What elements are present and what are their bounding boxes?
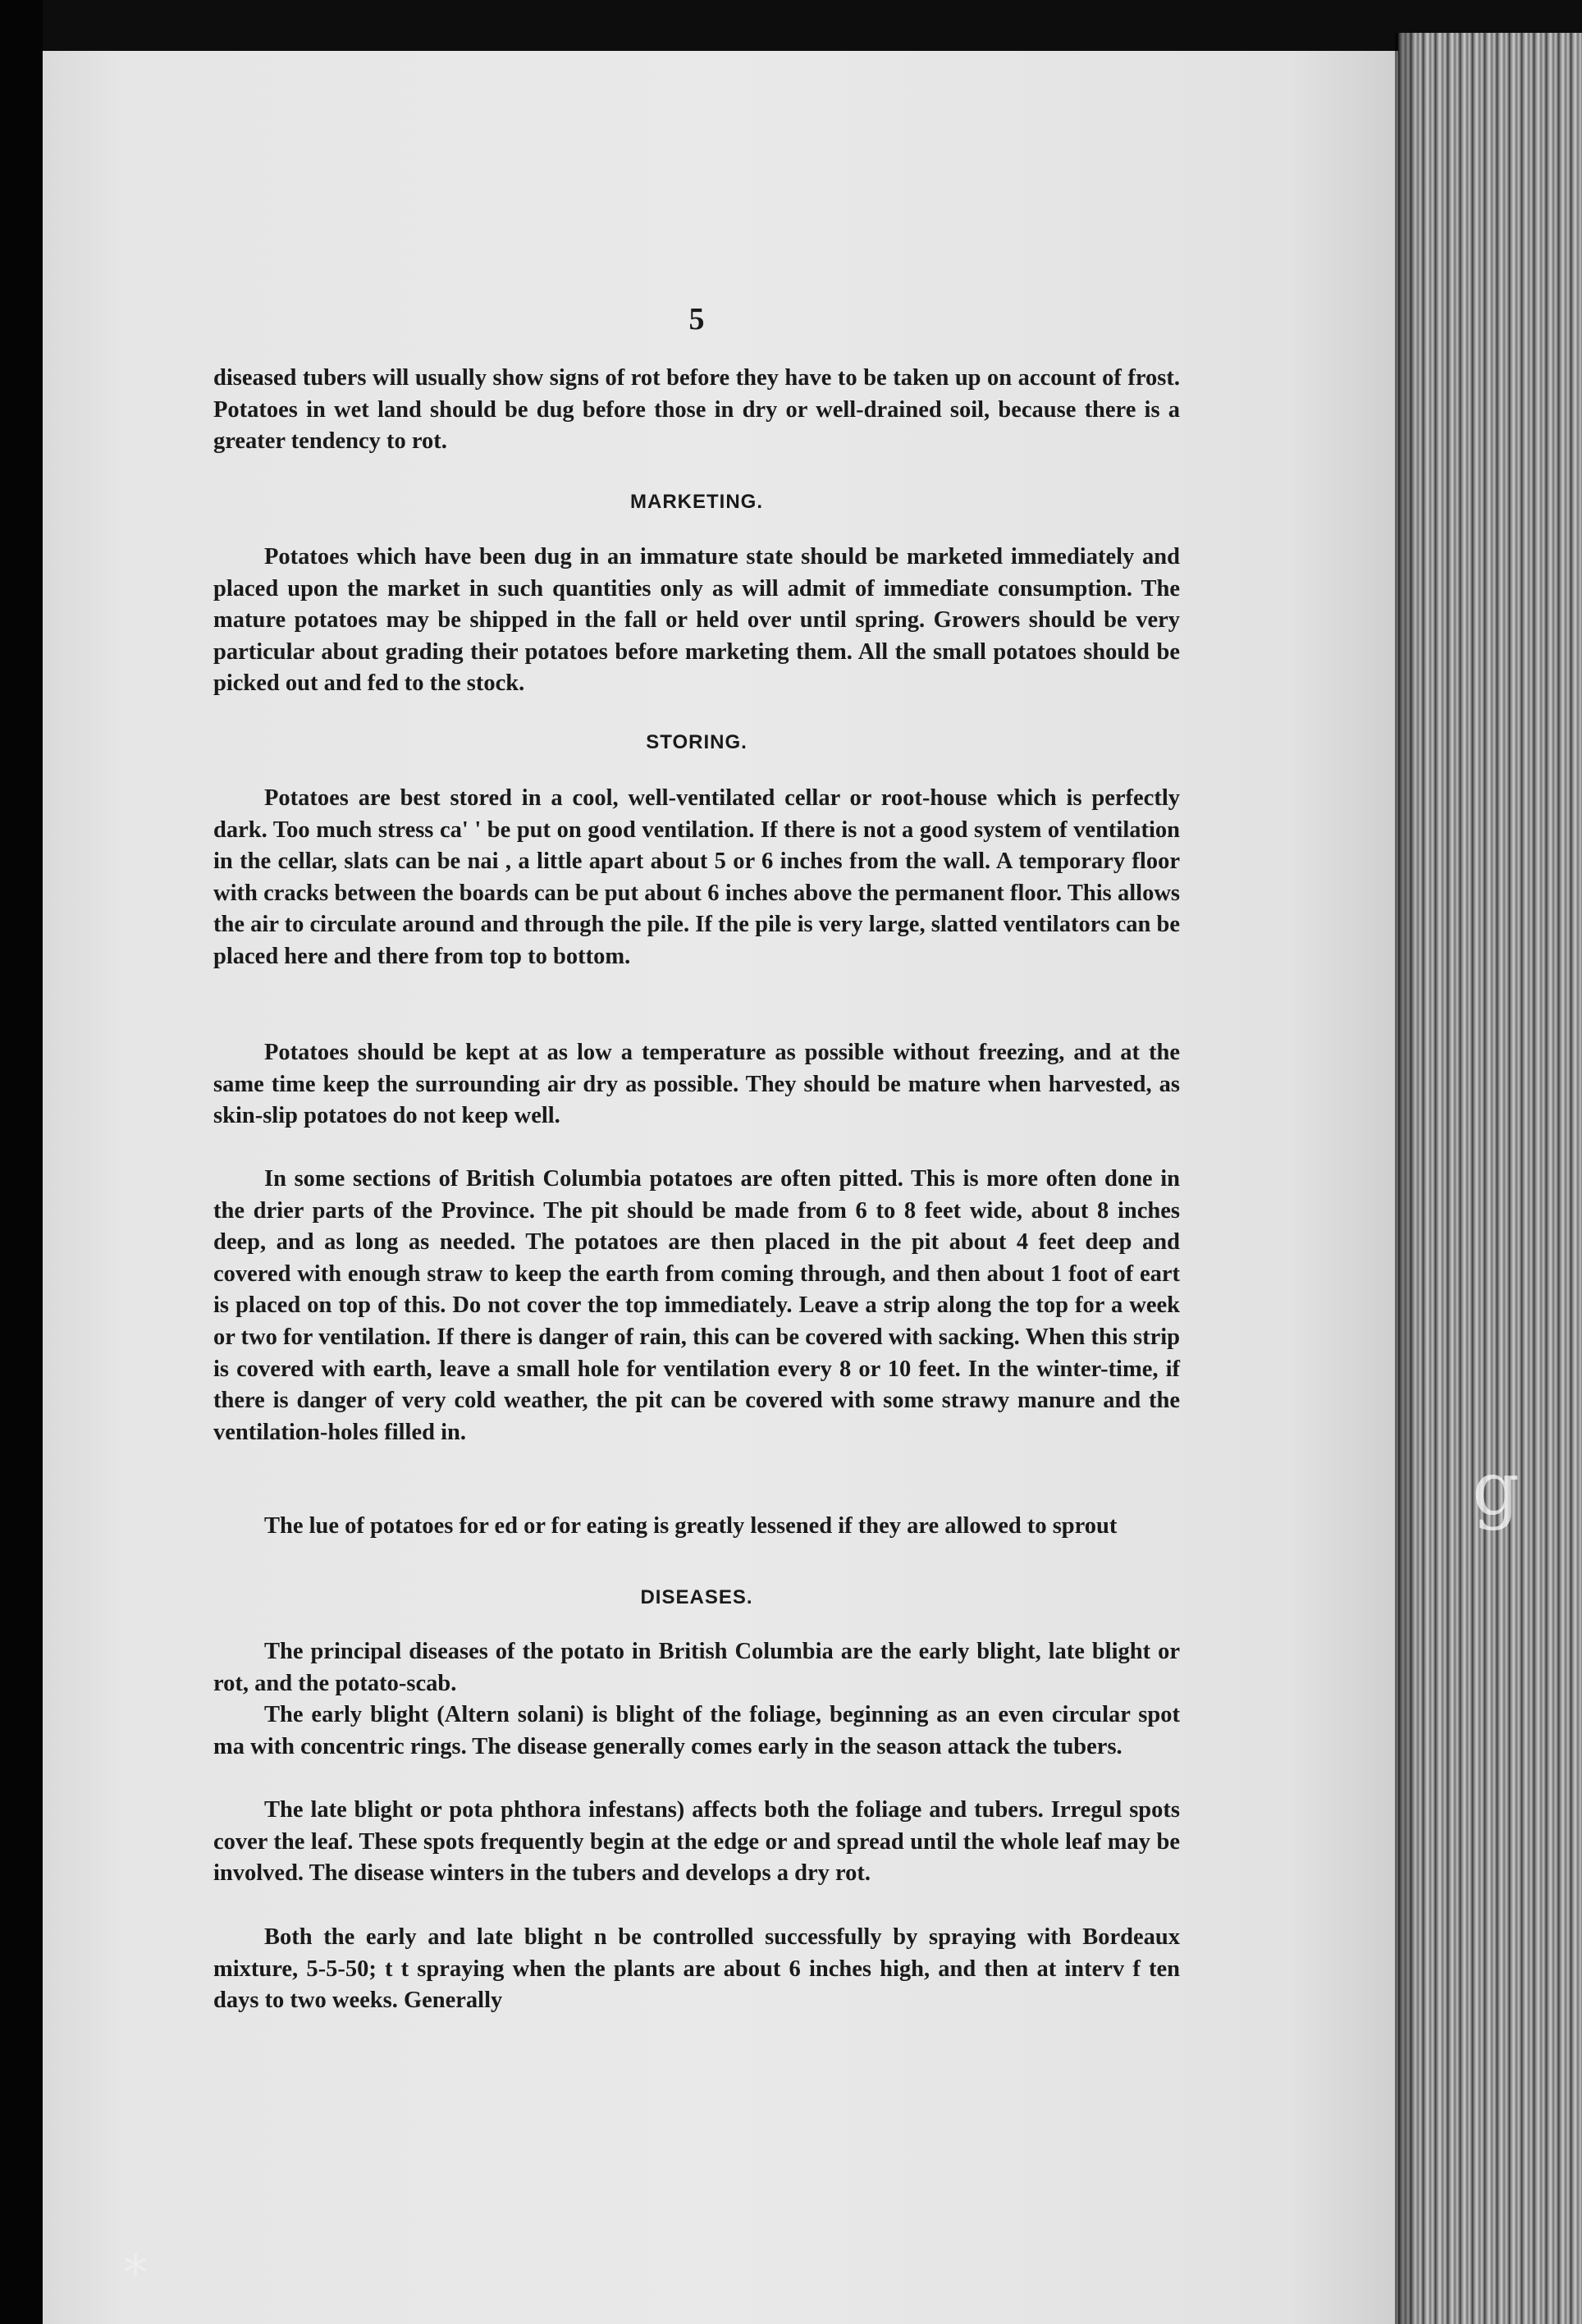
- heading-marketing: MARKETING.: [630, 491, 763, 513]
- storing-paragraph-3: In some sections of British Columbia potatoes are often pitted. This is more often done in the drier parts of the Province. The pit should be made from 6 to 8 feet wide, about 8 inches deep, and as long as needed. The potatoes are then placed in the pit about 4 feet deep and covered with enough straw to keep the earth from coming through, and then about 1 foot of eart is placed on top of this. Do not cover the top immediately. Leave a strip along the top for a week or two for ventilation. If there is danger of rain, this can be covered with sacking. When this strip is covered with earth, leave a small hole for ventilation every 8 or 10 feet. In the winter-time, if there is danger of very cold weather, the pit can be covered with some strawy manure and the ventilation-holes filled in.: [213, 1166, 1180, 1445]
- book-page-stack-edge: [1398, 33, 1582, 2324]
- storing-paragraph-2: Potatoes should be kept at as low a temperature as possible without freezing, and at the same time keep the surrounding air dry as possible. They should be mature when harvested, as skin-slip potatoes do not keep well.: [213, 1040, 1180, 1129]
- intro-paragraph: diseased tubers will usually show signs of rot before they have to be taken up on account of frost. Potatoes in wet land should be dug before those in dry or well-drained soil, because there is a greater tendency to rot.: [213, 365, 1180, 455]
- film-border-left: [0, 0, 43, 2324]
- diseases-paragraph-2: The early blight (Altern solani) is blight of the foliage, beginning as an even circular spot ma with concentric rings. The disease generally comes early in the season attack the tubers.: [213, 1702, 1180, 1759]
- diseases-paragraph-1: The principal diseases of the potato in British Columbia are the early blight, late blight or rot, and the potato-scab.: [213, 1639, 1180, 1696]
- diseases-paragraph-3: The late blight or pota phthora infestans) affects both the foliage and tubers. Irregul spots cover the leaf. These spots frequently begin at the edge or and spread until the whole leaf may be involved. The disease winters in the tubers and develops a dry rot.: [213, 1797, 1180, 1887]
- corner-mark: *: [123, 2244, 148, 2302]
- marketing-paragraph: Potatoes which have been dug in an immature state should be marketed immediately and placed upon the market in such quantities only as will admit of immediate consumption. The mature potatoes may be shipped in the fall or held over until spring. Growers should be very particular about grading their potatoes before marketing them. All the small potatoes should be picked out and fed to the stock.: [213, 544, 1180, 697]
- storing-paragraph-4: The lue of potatoes for ed or for eating is greatly lessened if they are allowed to sprout: [264, 1513, 1118, 1539]
- margin-handwriting-mark: g: [1472, 1446, 1520, 1532]
- page-stack-shadow: [1395, 33, 1420, 2324]
- page-number: 5: [688, 302, 705, 336]
- paper-page: [43, 51, 1398, 2324]
- heading-diseases: DISEASES.: [640, 1586, 753, 1608]
- diseases-paragraph-4: Both the early and late blight n be controlled successfully by spraying with Bordeaux mixture, 5-5-50; t t spraying when the plants are about 6 inches high, and then at interv f ten days to two weeks. Generally: [213, 1924, 1180, 2014]
- storing-paragraph-1: Potatoes are best stored in a cool, well-ventilated cellar or root-house which is perfectly dark. Too much stress ca' ' be put on good ventilation. If there is not a good system of ventilation in the cellar, slats can be nai , a little apart about 5 or 6 inches from the wall. A temporary floor with cracks between the boards can be put about 6 inches above the permanent floor. This allows the air to circulate around and through the pile. If the pile is very large, slatted ventilators can be placed here and there from top to bottom.: [213, 785, 1180, 969]
- heading-storing: STORING.: [646, 731, 748, 753]
